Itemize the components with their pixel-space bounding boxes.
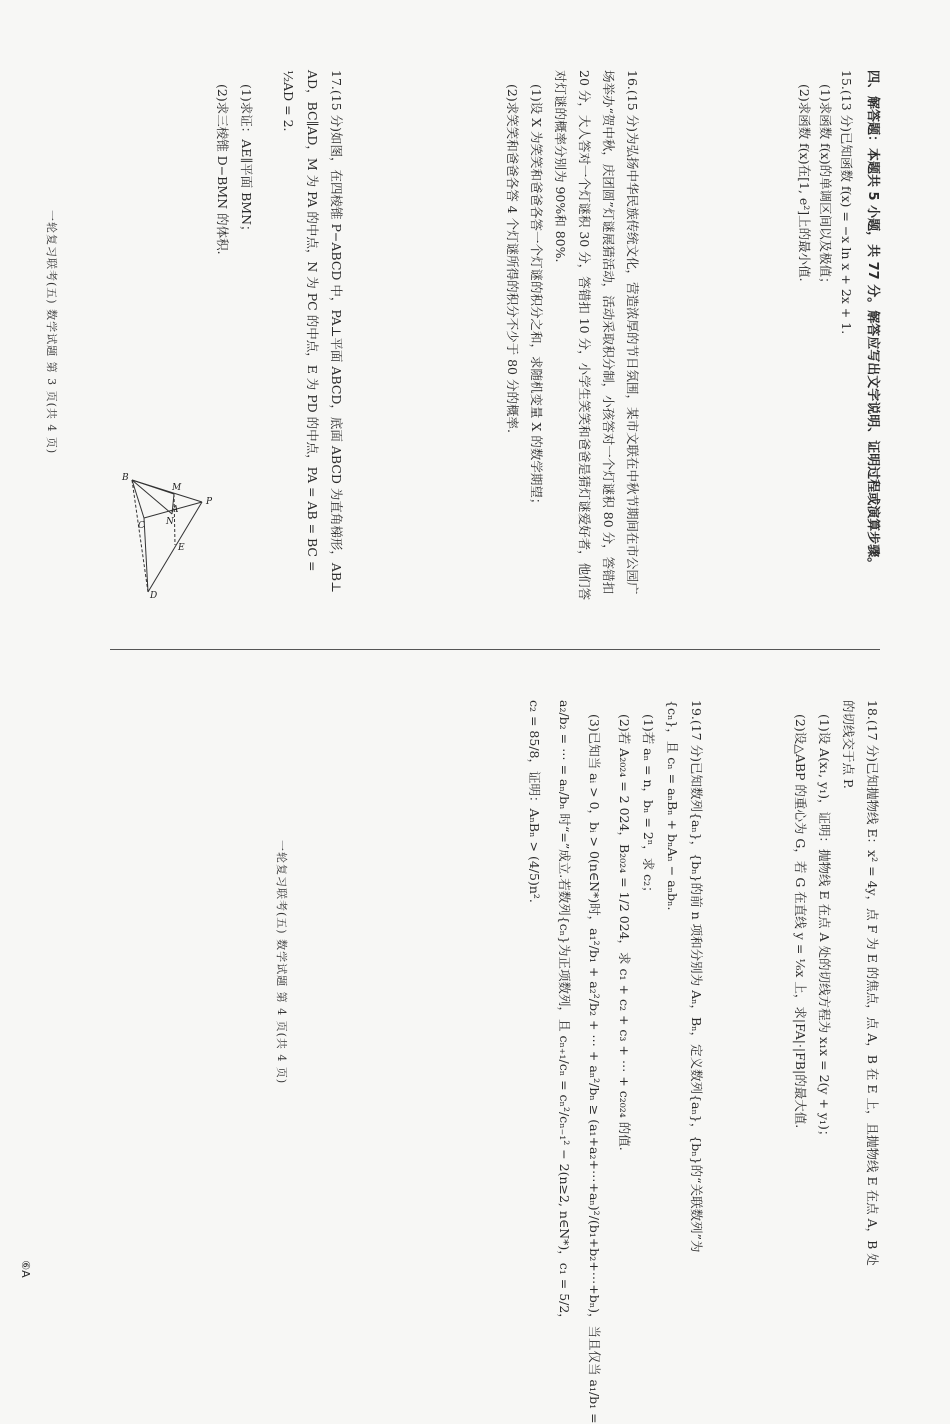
pyramid-figure: [114, 470, 224, 600]
label-d: D: [150, 591, 158, 600]
q17-line-5: (2)求三棱锥 D−BMN 的体积.: [215, 84, 230, 255]
q17-line-2: AD，BC∥AD，M 为 PA 的中点，N 为 PC 的中点，E 为 PD 的中点，PA = AB = BC =: [305, 70, 320, 572]
q19-line-7: c₂ = 85/8，证明：AₙBₙ > (4/5)n².: [527, 700, 542, 903]
q17-line-4: (1)求证：AE∥平面 BMN；: [239, 84, 254, 238]
q16-line-3: 20 分，大人答对一个灯谜积 30 分，答错扣 10 分，小学生笑笑和爸爸是猜灯谜爱好者，他们答: [577, 70, 592, 601]
label-p: P: [206, 497, 213, 507]
page-divider: [110, 649, 880, 650]
q15-line-2: (1)求函数 f(x)的单调区间以及极值；: [818, 84, 833, 290]
q16-line-5: (1)设 X 为笑笑和爸爸各答一个灯谜的积分之和，求随机变量 X 的数学期望；: [529, 84, 544, 511]
q18-line-2: 的切线交于点 P.: [841, 700, 856, 789]
label-n: N: [166, 517, 174, 527]
q16-line-6: (2)求笑笑和爸爸各答 4 个灯谜所得的积分不少于 80 分的概率.: [505, 84, 520, 433]
q16-line-4: 对灯谜的概率分别为 90%和 80%.: [553, 70, 568, 263]
q18-line-4: (2)设△ABP 的重心为 G，若 G 在直线 y = ⅙x 上，求|FA|·|FB|的最大值.: [793, 714, 808, 1129]
page-4-footer: 一轮复习联考(五) 数学试题 第 4 页(共 4 页): [275, 840, 288, 1085]
q17-line-3: ½AD = 2.: [281, 70, 296, 132]
pyramid-edges: [132, 480, 202, 592]
q19-line-1: 19.(17 分)已知数列{aₙ}，{bₙ}的前 n 项和分别为 Aₙ，Bₙ，定义数列{aₙ}，{bₙ}的“关联数列”为: [689, 700, 704, 1253]
q19-line-4: (2)若 A₂₀₂₄ = 2 024，B₂₀₂₄ = 1/2 024，求 c₁ + c₂ + c₃ + ⋯ + c₂₀₂₄ 的值.: [617, 714, 632, 1151]
label-b: B: [122, 473, 129, 483]
label-c: C: [138, 521, 145, 531]
q18-line-1: 18.(17 分)已知抛物线 E：x² = 4y，点 F 为 E 的焦点，点 A，B 在 E 上，且抛物线 E 在点 A，B 处: [865, 700, 880, 1266]
q17-line-1: 17.(15 分)如图，在四棱锥 P−ABCD 中，PA⊥平面 ABCD，底面 ABCD 为直角梯形，AB⊥: [329, 70, 344, 593]
q19-line-2: {cₙ}，且 cₙ = aₙBₙ + bₙAₙ − aₙbₙ.: [665, 700, 680, 911]
section-header: 四、解答题：本题共 5 小题，共 77 分。解答应写出文字说明、证明过程或演算步骤。: [865, 70, 880, 571]
exam-page-4: [260, 700, 880, 1424]
q15-line-3: (2)求函数 f(x)在[1, e²]上的最小值.: [797, 84, 812, 282]
q18-line-3: (1)设 A(x₁, y₁)，证明：抛物线 E 在点 A 处的切线方程为 x₁x = 2(y + y₁)；: [817, 714, 832, 1143]
page-3-footer: 一轮复习联考(五) 数学试题 第 3 页(共 4 页): [45, 210, 58, 455]
label-a: A: [172, 505, 179, 515]
q16-line-1: 16.(15 分)为弘扬中华民族传统文化，营造浓厚的节日氛围，某市文联在中秋节期间在市公园广: [625, 70, 640, 595]
q19-line-3: (1)若 aₙ = n，bₙ = 2ⁿ，求 c₂；: [641, 714, 656, 899]
label-e: E: [178, 543, 185, 553]
q15-line-1: 15.(13 分)已知函数 f(x) = −x ln x + 2x + 1.: [839, 70, 854, 335]
paper-code-badge: ⑥A: [19, 1260, 32, 1278]
q19-line-5: (3)已知当 aᵢ > 0，bᵢ > 0(n∈N*)时，a₁²/b₁ + a₂²/b₂ + ⋯ + aₙ²/bₙ ≥ (a₁+a₂+⋯+aₙ)²/(b₁+b₂+⋯+bₙ)，当且仅当 a₁/b₁ =: [587, 714, 602, 1424]
q19-line-6: a₂/b₂ = ⋯ = aₙ/bₙ 时“=”成立.若数列{cₙ}为正项数列，且 cₙ₊₁/cₙ = cₙ²/cₙ₋₁² − 2(n≥2, n∈N*)，c₁ = 5/2，: [557, 700, 572, 1326]
label-m: M: [172, 483, 182, 493]
q16-line-2: 场举办“贺中秋，庆团圆”灯谜展猜活动，活动采取积分制，小孩答对一个灯谜积 80 分，答错扣: [601, 70, 616, 595]
